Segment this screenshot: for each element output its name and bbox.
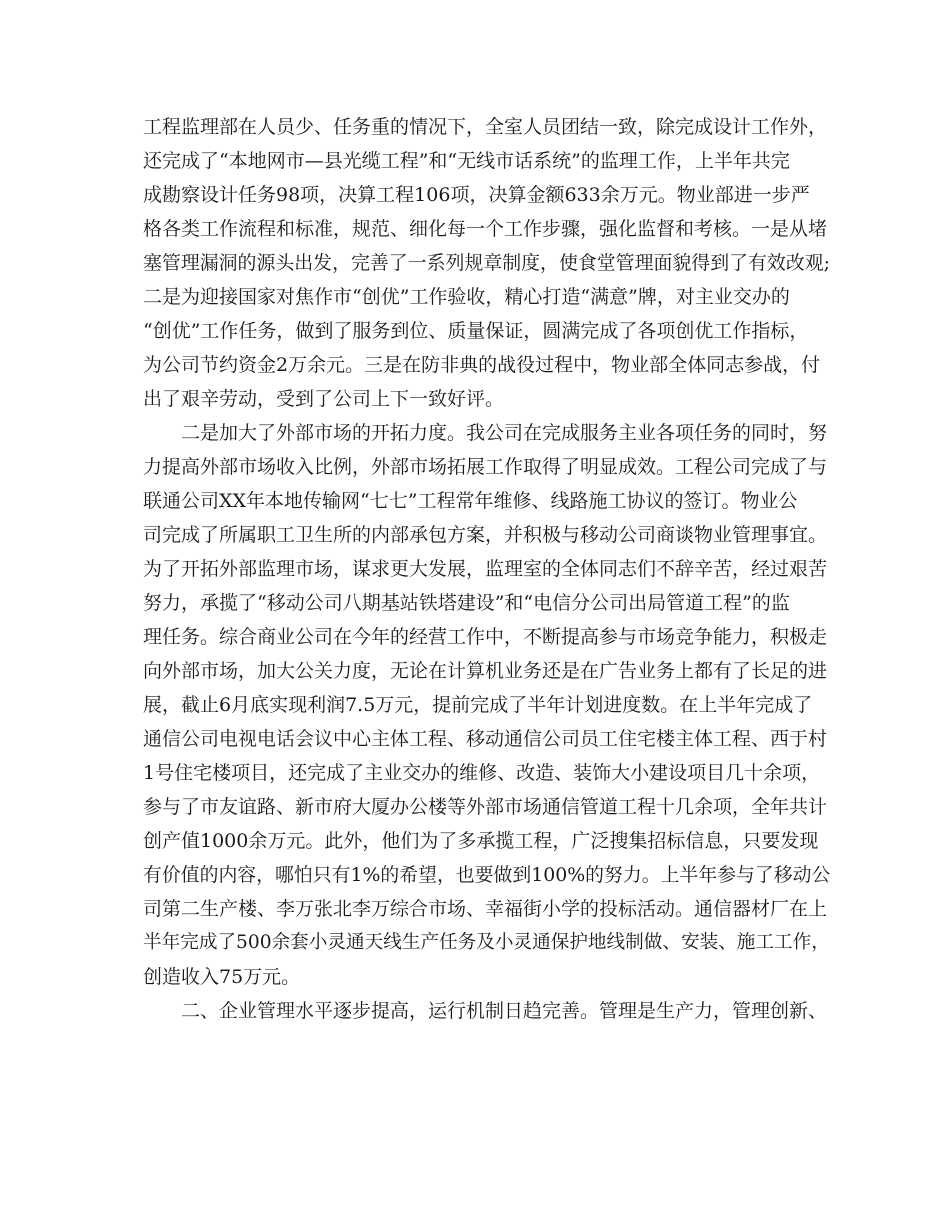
text-line: 还完成了“本地网市—县光缆工程”和“无线市话系统”的监理工作，上半年共完 <box>143 150 790 172</box>
text-line: 成勘察设计任务98项，决算工程106项，决算金额633余万元。物业部进一步严 <box>143 184 810 206</box>
text-line: 创产值1000余万元。此外，他们为了多承揽工程，广泛搜集招标信息，只要发现 <box>143 830 819 852</box>
text-line: 展，截止6月底实现利润7.5万元，提前完成了半年计划进度数。在上半年完成了 <box>143 694 813 716</box>
text-line: 参与了市友谊路、新市府大厦办公楼等外部市场通信管道工程十几余项，全年共计 <box>143 796 828 818</box>
text-line: 1号住宅楼项目，还完成了主业交办的维修、改造、装饰大小建设项目几十余项， <box>143 762 821 784</box>
text-line: 工程监理部在人员少、任务重的情况下，全室人员团结一致，除完成设计工作外， <box>143 116 828 138</box>
text-line: 二是加大了外部市场的开拓力度。我公司在完成服务主业各项任务的同时，努 <box>181 422 828 444</box>
text-line: 司第二生产楼、李万张北李万综合市场、幸福街小学的投标活动。通信器材厂在上 <box>143 898 828 920</box>
text-line: 力提高外部市场收入比例，外部市场拓展工作取得了明显成效。工程公司完成了与 <box>143 456 828 478</box>
text-line: 出了艰辛劳动，受到了公司上下一致好评。 <box>143 388 505 410</box>
text-line: 为了开拓外部监理市场，谋求更大发展，监理室的全体同志们不辞辛苦，经过艰苦 <box>143 558 828 580</box>
text-line: 联通公司XX年本地传输网“七七”工程常年维修、线路施工协议的签订。物业公 <box>143 490 798 512</box>
text-line: 格各类工作流程和标准，规范、细化每一个工作步骤，强化监督和考核。一是从堵 <box>143 218 828 240</box>
paragraph-3 <box>143 994 830 1028</box>
text-line: 创造收入75万元。 <box>143 966 301 988</box>
text-line: 通信公司电视电话会议中心主体工程、移动通信公司员工住宅楼主体工程、西于村 <box>143 728 828 750</box>
document-body <box>143 110 830 1028</box>
text-line: 二、企业管理水平逐步提高，运行机制日趋完善。管理是生产力，管理创新、 <box>181 1000 828 1022</box>
text-line: 半年完成了500余套小灵通天线生产任务及小灵通保护地线制做、安装、施工工作， <box>143 932 830 953</box>
text-line: 塞管理漏洞的源头出发，完善了一系列规章制度，使食堂管理面貌得到了有效改观; <box>143 252 830 274</box>
text-line: 向外部市场，加大公关力度，无论在计算机业务还是在广告业务上都有了长足的进 <box>143 660 828 682</box>
text-line: 司完成了所属职工卫生所的内部承包方案，并积极与移动公司商谈物业管理事宜。 <box>143 524 828 546</box>
paragraph-1 <box>143 110 830 416</box>
text-line: 为公司节约资金2万余元。三是在防非典的战役过程中，物业部全体同志参战，付 <box>143 354 821 376</box>
text-line: 努力，承揽了“移动公司八期基站铁塔建设”和“电信分公司出局管道工程”的监 <box>143 592 790 614</box>
paragraph-2 <box>143 416 830 994</box>
text-line: 有价值的内容，哪怕只有1%的希望，也要做到100%的努力。上半年参与了移动公 <box>143 864 831 886</box>
text-line: “创优”工作任务，做到了服务到位、质量保证，圆满完成了各项创优工作指标， <box>143 320 809 342</box>
text-line: 理任务。综合商业公司在今年的经营工作中，不断提高参与市场竞争能力，积极走 <box>143 626 828 648</box>
text-line: 二是为迎接国家对焦作市“创优”工作验收，精心打造“满意”牌，对主业交办的 <box>143 286 790 308</box>
